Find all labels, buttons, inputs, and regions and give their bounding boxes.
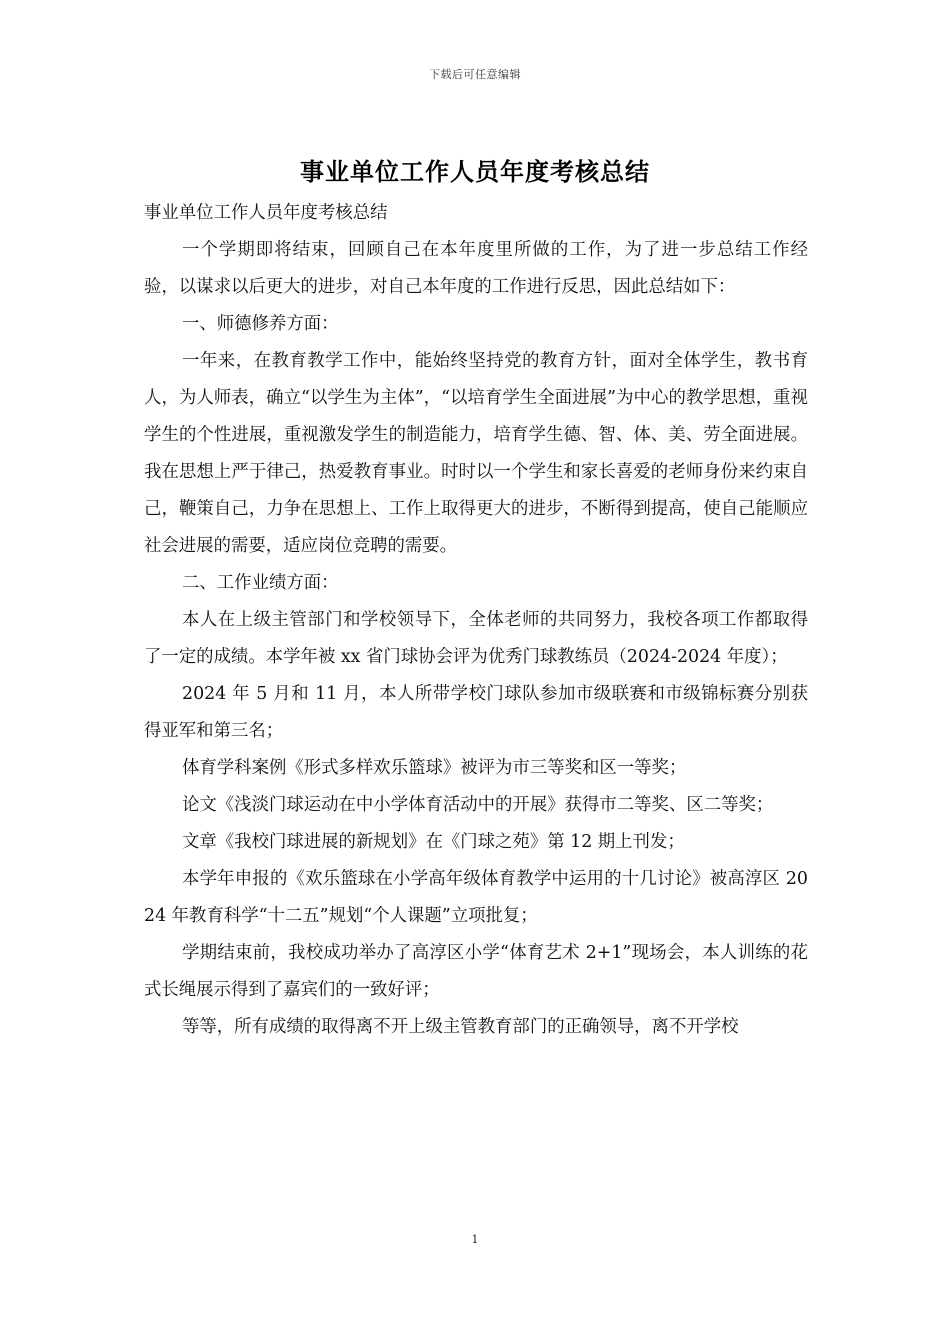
closing-paragraph: 等等，所有成绩的取得离不开上级主管教育部门的正确领导，离不开学校 bbox=[182, 1017, 739, 1037]
achievement-paragraph: 体育学科案例《形式多样欢乐篮球》被评为市三等奖和区一等奖； bbox=[182, 758, 687, 778]
achievement-paragraph: 2024 年 5 月和 11 月，本人所带学校门球队参加市级联赛和市级锦标赛分别获得亚军和第三名； bbox=[144, 684, 808, 741]
section-heading-achievements: 二、工作业绩方面： bbox=[182, 573, 339, 593]
subtitle-paragraph: 事业单位工作人员年度考核总结 bbox=[144, 203, 388, 223]
page-number: 1 bbox=[471, 1233, 479, 1246]
page-header-note: 下载后可任意编辑 bbox=[429, 68, 521, 81]
achievement-paragraph: 论文《浅淡门球运动在中小学体育活动中的开展》获得市二等奖、区二等奖； bbox=[182, 795, 774, 815]
document-body bbox=[144, 195, 808, 1046]
section-heading-ethics: 一、师德修养方面： bbox=[182, 314, 339, 334]
achievement-paragraph: 本人在上级主管部门和学校领导下，全体老师的共同努力，我校各项工作都取得了一定的成绩。本学年被 xx 省门球协会评为优秀门球教练员（2024-2024 年度）； bbox=[144, 610, 808, 667]
ethics-paragraph: 一年来，在教育教学工作中，能始终坚持党的教育方针，面对全体学生，教书育人，为人师表，确立“以学生为主体”，“以培育学生全面进展”为中心的教学思想，重视学生的个性进展，重视激发学生的制造能力，培育学生德、智、体、美、劳全面进展。我在思想上严于律己，热爱教育事业。时时以一个学生和家长喜爱的老师身份来约束自己，鞭策自己，力争在思想上、工作上取得更大的进步，不断得到提高，使自己能顺应社会进展的需要，适应岗位竞聘的需要。 bbox=[144, 351, 808, 556]
achievement-paragraph: 学期结束前，我校成功举办了高淳区小学“体育艺术 2+1”现场会，本人训练的花式长绳展示得到了嘉宾们的一致好评； bbox=[144, 943, 808, 1000]
achievement-paragraph: 本学年申报的《欢乐篮球在小学高年级体育教学中运用的十几讨论》被高淳区 2024 年教育科学“十二五”规划“个人课题”立项批复； bbox=[144, 869, 808, 926]
achievement-paragraph: 文章《我校门球进展的新规划》在《门球之苑》第 12 期上刊发； bbox=[182, 832, 685, 852]
intro-paragraph: 一个学期即将结束，回顾自己在本年度里所做的工作，为了进一步总结工作经验，以谋求以后更大的进步，对自己本年度的工作进行反思，因此总结如下： bbox=[144, 240, 808, 297]
document-title: 事业单位工作人员年度考核总结 bbox=[300, 157, 650, 186]
